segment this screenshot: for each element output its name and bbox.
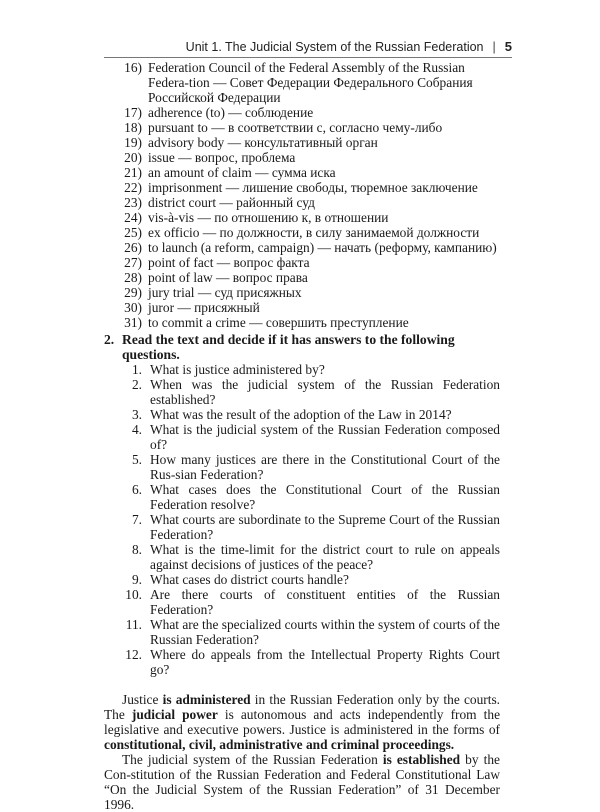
para1-text-2: in the Russian Federation only by the courts. The bbox=[104, 692, 501, 722]
header-title: Unit 1. The Judicial System of the Russian Federation bbox=[185, 40, 484, 54]
question-item-text: Where do appeals from the Intellectual Property Rights Court go? bbox=[150, 647, 500, 677]
vocab-item-number: 22) bbox=[124, 180, 142, 195]
question-item bbox=[104, 512, 500, 542]
question-item-number: 1. bbox=[131, 362, 142, 377]
page-body bbox=[104, 60, 500, 812]
page-number: 5 bbox=[504, 39, 512, 54]
vocab-item-number: 31) bbox=[124, 315, 142, 330]
vocab-item-number: 26) bbox=[124, 240, 142, 255]
vocab-item-text: ex officio — по должности, в силу занимаемой должности bbox=[148, 225, 480, 240]
para1-bold-3: constitutional, civil, administrative and criminal proceedings. bbox=[104, 737, 455, 752]
question-item-text: How many justices are there in the Constitutional Court of the Rus-sian Federation? bbox=[150, 452, 500, 482]
question-item bbox=[104, 587, 500, 617]
vocab-item-text: to commit a crime — совершить преступление bbox=[148, 315, 409, 330]
vocab-item-number: 18) bbox=[124, 120, 142, 135]
vocab-item-number: 17) bbox=[124, 105, 142, 120]
vocab-item-text: to launch (a reform, campaign) — начать (реформу, кампанию) bbox=[148, 240, 497, 255]
vocab-item bbox=[104, 165, 500, 180]
vocab-item-number: 19) bbox=[124, 135, 142, 150]
question-item-text: When was the judicial system of the Russian Federation established? bbox=[150, 377, 500, 407]
question-item-number: 5. bbox=[131, 452, 142, 467]
question-item bbox=[104, 647, 500, 677]
vocab-item bbox=[104, 300, 500, 315]
vocab-item bbox=[104, 180, 500, 195]
question-item bbox=[104, 362, 500, 377]
vocab-item-number: 20) bbox=[124, 150, 142, 165]
vocab-item-text: pursuant to — в соответствии с, согласно чему-либо bbox=[148, 120, 443, 135]
exercise-number: 2. bbox=[104, 332, 115, 347]
vocab-item-text: an amount of claim — сумма иска bbox=[148, 165, 336, 180]
question-item bbox=[104, 572, 500, 587]
vocab-item-text: vis-à-vis — по отношению к, в отношении bbox=[148, 210, 389, 225]
question-item-number: 7. bbox=[131, 512, 142, 527]
vocab-item-text: adherence (to) — соблюдение bbox=[148, 105, 314, 120]
vocab-item-text: district court — районный суд bbox=[148, 195, 315, 210]
para2-text-2: by the Con-stitution of the Russian Federation and Federal Constitutional Law “On the Judicial System of the Russian Federation” of 31 December 1996. bbox=[104, 752, 500, 812]
question-item-number: 2. bbox=[131, 377, 142, 392]
vocab-item-text: jury trial — суд присяжных bbox=[148, 285, 302, 300]
question-item-text: Are there courts of constituent entities of the Russian Federation? bbox=[150, 587, 500, 617]
vocab-item bbox=[104, 240, 500, 255]
exercise-instruction: Read the text and decide if it has answers to the following questions. bbox=[122, 332, 455, 362]
vocab-item-number: 21) bbox=[124, 165, 142, 180]
para1-bold-2: judicial power bbox=[131, 707, 218, 722]
vocab-item-text: advisory body — консультативный орган bbox=[148, 135, 378, 150]
vocab-item bbox=[104, 195, 500, 210]
question-item bbox=[104, 377, 500, 407]
para1-text-3: is autonomous and acts independently from the legislative and executive powers. Justice is administered in the forms of bbox=[104, 707, 501, 737]
vocab-item-text: juror — присяжный bbox=[148, 300, 260, 315]
vocab-item-number: 29) bbox=[124, 285, 142, 300]
header-separator: | bbox=[492, 40, 496, 54]
question-list bbox=[104, 362, 500, 677]
question-item bbox=[104, 542, 500, 572]
question-item-number: 10. bbox=[125, 587, 142, 602]
vocab-item bbox=[104, 255, 500, 270]
question-item-number: 8. bbox=[131, 542, 142, 557]
vocab-item-number: 24) bbox=[124, 210, 142, 225]
paragraph-justice bbox=[104, 692, 500, 752]
vocab-item-number: 28) bbox=[124, 270, 142, 285]
question-item bbox=[104, 617, 500, 647]
vocab-item-text: point of fact — вопрос факта bbox=[148, 255, 310, 270]
question-item bbox=[104, 482, 500, 512]
vocab-item bbox=[104, 210, 500, 225]
running-header bbox=[104, 36, 512, 58]
question-item bbox=[104, 452, 500, 482]
question-item-text: What is the time-limit for the district court to rule on appeals against decisions of justices of the peace? bbox=[150, 542, 500, 572]
vocab-item bbox=[104, 315, 500, 330]
question-item-text: What cases do district courts handle? bbox=[150, 572, 349, 587]
question-item-number: 4. bbox=[131, 422, 142, 437]
vocabulary-list bbox=[104, 60, 500, 330]
vocab-item-text: imprisonment — лишение свободы, тюремное заключение bbox=[148, 180, 478, 195]
vocab-item-number: 23) bbox=[124, 195, 142, 210]
vocab-item-number: 16) bbox=[124, 60, 142, 75]
para1-bold-1: is administered bbox=[162, 692, 251, 707]
para1-text-1: Justice bbox=[122, 692, 163, 707]
question-item-number: 11. bbox=[125, 617, 142, 632]
question-item-text: What is the judicial system of the Russian Federation composed of? bbox=[150, 422, 500, 452]
vocab-item bbox=[104, 285, 500, 300]
question-item-number: 9. bbox=[131, 572, 142, 587]
question-item-number: 12. bbox=[125, 647, 142, 662]
vocab-item bbox=[104, 105, 500, 120]
question-item-number: 3. bbox=[131, 407, 142, 422]
vocab-item-text: Federation Council of the Federal Assembly of the Russian Federa-tion — Совет Федерации Федерального Собрания Российской Федерации bbox=[148, 60, 473, 105]
vocab-item bbox=[104, 225, 500, 240]
vocab-item bbox=[104, 120, 500, 135]
vocab-item-number: 30) bbox=[124, 300, 142, 315]
question-item bbox=[104, 407, 500, 422]
exercise-heading bbox=[104, 332, 500, 362]
question-item bbox=[104, 422, 500, 452]
question-item-text: What courts are subordinate to the Supreme Court of the Russian Federation? bbox=[150, 512, 500, 542]
para2-text-1: The judicial system of the Russian Federation bbox=[122, 752, 383, 767]
question-item-text: What is justice administered by? bbox=[150, 362, 325, 377]
vocab-item-number: 25) bbox=[124, 225, 142, 240]
question-item-text: What cases does the Constitutional Court of the Russian Federation resolve? bbox=[150, 482, 500, 512]
vocab-item bbox=[104, 150, 500, 165]
paragraph-judicial-system bbox=[104, 752, 500, 812]
vocab-item-text: point of law — вопрос права bbox=[148, 270, 308, 285]
question-item-number: 6. bbox=[131, 482, 142, 497]
vocab-item bbox=[104, 135, 500, 150]
question-item-text: What was the result of the adoption of the Law in 2014? bbox=[150, 407, 452, 422]
vocab-item-text: issue — вопрос, проблема bbox=[148, 150, 296, 165]
vocab-item bbox=[104, 60, 500, 105]
vocab-item-number: 27) bbox=[124, 255, 142, 270]
para2-bold-1: is established bbox=[382, 752, 461, 767]
vocab-item bbox=[104, 270, 500, 285]
question-item-text: What are the specialized courts within the system of courts of the Russian Federation? bbox=[150, 617, 500, 647]
